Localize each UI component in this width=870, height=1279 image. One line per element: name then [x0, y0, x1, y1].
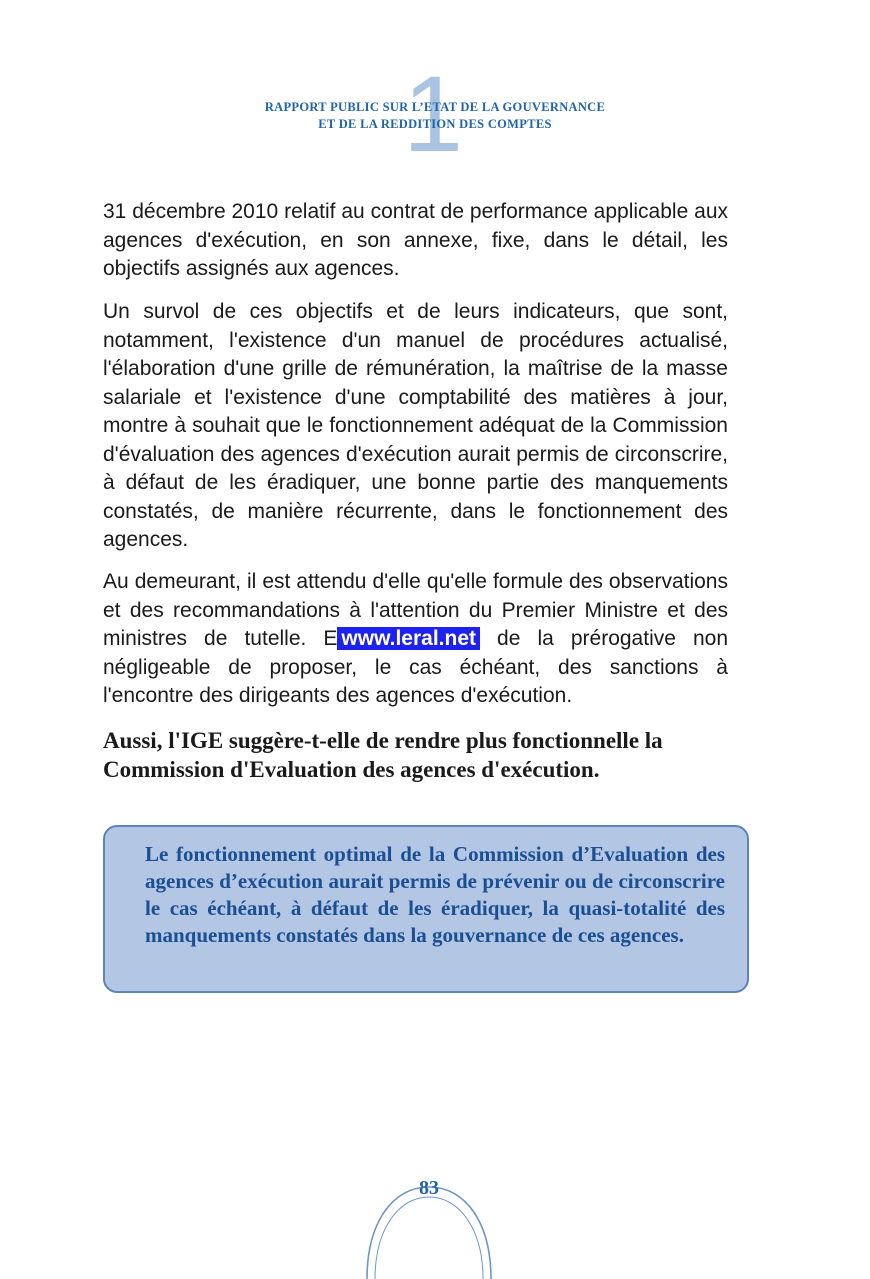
paragraph-2-text: Un survol de ces objectifs et de leurs indicateurs, que sont, notamment, l'existence d'un manuel de procédures actualisé, l'élaboration d'une grille de rémunération, la maîtrise de la masse salariale et l'existence d'une comptabilité des matières à jour, montre à souhait que le fonctionnement adéquat de la Commission d'évaluation des agences d'exécution aurait permis de circonscrire, à défaut de les éradiquer, une bonne partie des manquements constatés, de manière récurrente, dans le fonctionnement des agences.	[103, 300, 728, 551]
header-title-line1: RAPPORT PUBLIC SUR L’ETAT DE LA GOUVERNANCE	[264, 100, 606, 114]
paragraph-1	[103, 198, 728, 284]
highlight-box-text: Le fonctionnement optimal de la Commission d’Evaluation des agences d’exécution aurait permis de prévenir ou de circonscrire le cas échéant, à défaut de les éradiquer, la quasi-totalité des manquements constatés dans la gouvernance de ces agences.	[145, 842, 725, 947]
header-title-line2: ET DE LA REDDITION DES COMPTES	[318, 117, 552, 131]
paragraph-3-start: Au demeurant, il est attendu d'elle qu'elle formule des observations et des recommandations à l'attention du Premier Ministre et des ministres de tutelle. E	[103, 570, 728, 650]
page-number: 83	[419, 1177, 439, 1199]
chapter-number: 1	[403, 53, 464, 174]
paragraph-3	[103, 568, 728, 711]
page-header	[0, 53, 870, 174]
recommendation-text: Aussi, l'IGE suggère-t-elle de rendre plus fonctionnelle la Commission d'Evaluation des agences d'exécution.	[103, 728, 663, 782]
paragraph-3-end: de la prérogative non négligeable de proposer, le cas échéant, des sanctions à l'encontre des dirigeants des agences d'exécution.	[103, 627, 728, 707]
watermark-link[interactable]: www.leral.net	[337, 627, 480, 650]
highlight-box	[103, 825, 749, 993]
paragraph-1-text: 31 décembre 2010 relatif au contrat de performance applicable aux agences d'exécution, en son annexe, fixe, dans le détail, les objectifs assignés aux agences.	[103, 200, 728, 280]
paragraph-3-text	[103, 568, 728, 711]
paragraph-2	[103, 298, 728, 555]
